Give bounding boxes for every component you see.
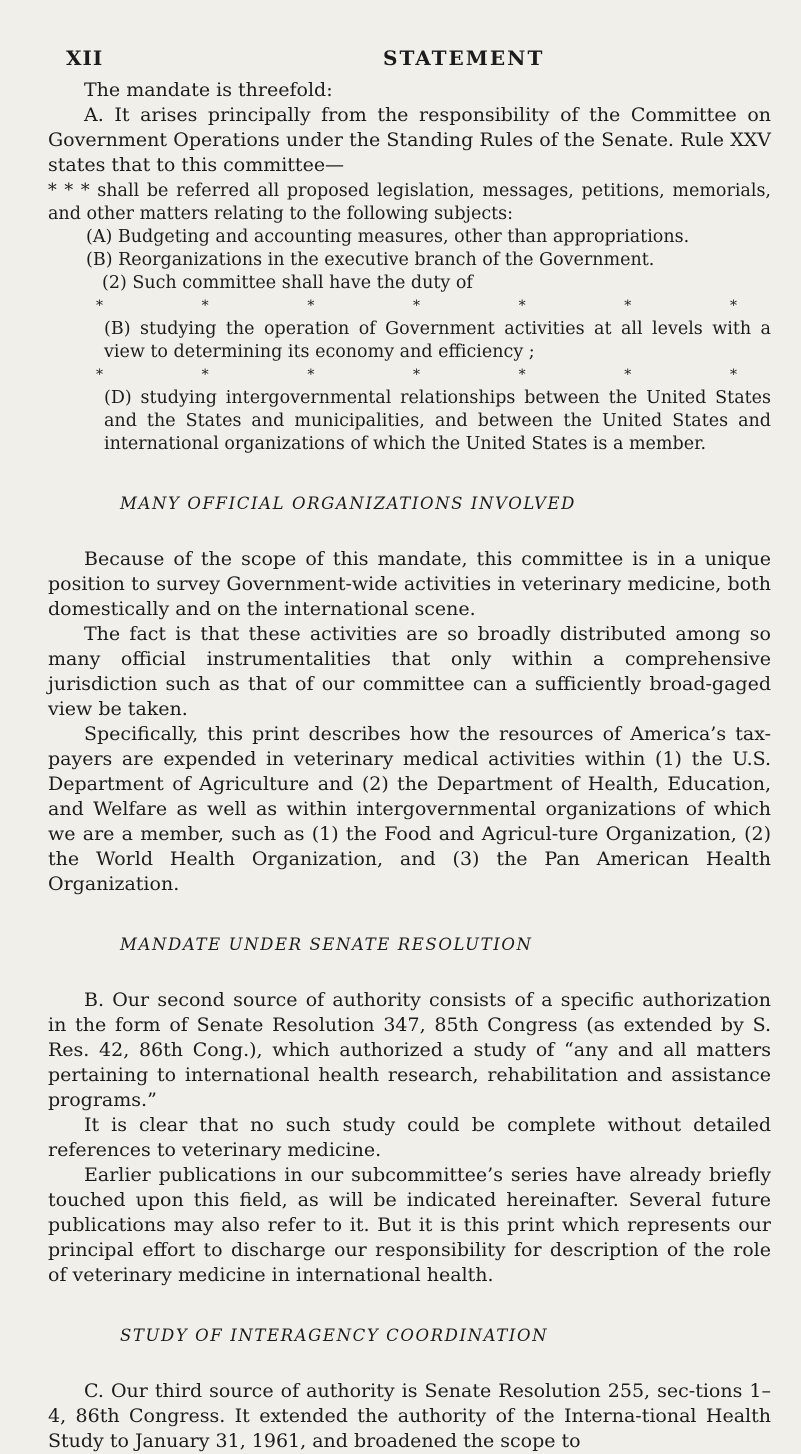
section-heading-organizations: MANY OFFICIAL ORGANIZATIONS INVOLVED [120, 494, 577, 513]
quote-sub-b: (B) studying the operation of Government activities at all levels with a view to determining its economy and efficiency ; [104, 319, 771, 362]
star: * [96, 367, 103, 383]
star: * [729, 367, 737, 383]
ellipsis-stars [48, 296, 771, 316]
quote-item-a: (A) Budgeting and accounting measures, other than appropriations. [86, 227, 690, 247]
section1-paragraph-1: Because of the scope of this mandate, this committee is in a unique position to survey Government-wide activities in veterinary medicine, both domestically and on the international scene. [48, 548, 771, 620]
running-head [48, 40, 771, 78]
star: * [518, 367, 526, 383]
star: * [412, 367, 420, 383]
quote-item-2: (2) Such committee shall have the duty of [102, 273, 473, 293]
star: * [307, 367, 315, 383]
quote-item-b: (B) Reorganizations in the executive branch of the Government. [86, 250, 655, 270]
star: * [624, 367, 632, 383]
star: * [201, 367, 209, 383]
page-number: XII [66, 46, 104, 70]
ellipsis-stars [48, 365, 771, 385]
star: * [729, 298, 737, 314]
section-heading-coordination: STUDY OF INTERAGENCY COORDINATION [120, 1326, 549, 1345]
section2-paragraph-1: B. Our second source of authority consists of a specific authorization in the form of Senate Resolution 347, 85th Congress (as extended by S. Res. 42, 86th Cong.), which authorized a study of “any and all matters pertaining to international health research, rehabilitation and assistance programs.” [48, 989, 771, 1111]
intro-lead: The mandate is threefold: [84, 79, 333, 101]
star: * [624, 298, 632, 314]
quote-sub-d: (D) studying intergovernmental relationships between the United States and the States and municipalities, and between the United States and international organizations of which the United States is a member. [104, 388, 771, 454]
rule-quote [48, 180, 771, 456]
running-title: STATEMENT [383, 46, 545, 70]
section1-paragraph-3: Specifically, this print describes how the resources of America’s tax-payers are expended in veterinary medical activities within (1) the U.S. Department of Agriculture and (2) the Department of Health, Education, and Welfare as well as within intergovernmental organizations of which we are a member, such as (1) the Food and Agricul-ture Organization, (2) the World Health Organization, and (3) the Pan American Health Organization. [48, 723, 771, 895]
star: * [201, 298, 209, 314]
quote-line-1: * * * shall be referred all proposed legislation, messages, petitions, memorials, and other matters relating to the following subjects: [48, 181, 771, 224]
paragraph-a: A. It arises principally from the responsibility of the Committee on Government Operations under the Standing Rules of the Senate. Rule XXV states that to this committee— [48, 104, 771, 176]
star: * [412, 298, 420, 314]
section-heading-mandate: MANDATE UNDER SENATE RESOLUTION [120, 935, 533, 954]
section2-paragraph-3: Earlier publications in our subcommittee’s series have already briefly touched upon this field, as will be indicated hereinafter. Several future publications may also refer to it. But it is this print which represents our principal effort to discharge our responsibility for description of the role of veterinary medicine in international health. [48, 1164, 771, 1286]
section3-paragraph-1: C. Our third source of authority is Senate Resolution 255, sec-tions 1–4, 86th Congress. It extended the authority of the Interna-tional Health Study to January 31, 1961, and broadened the scope to [48, 1380, 771, 1452]
star: * [518, 298, 526, 314]
star: * [96, 298, 103, 314]
section1-paragraph-2: The fact is that these activities are so broadly distributed among so many official instrumentalities that only within a comprehensive jurisdiction such as that of our committee can a sufficiently broad-gaged view be taken. [48, 623, 771, 720]
section2-paragraph-2: It is clear that no such study could be complete without detailed references to veterinary medicine. [48, 1114, 771, 1161]
star: * [307, 298, 315, 314]
